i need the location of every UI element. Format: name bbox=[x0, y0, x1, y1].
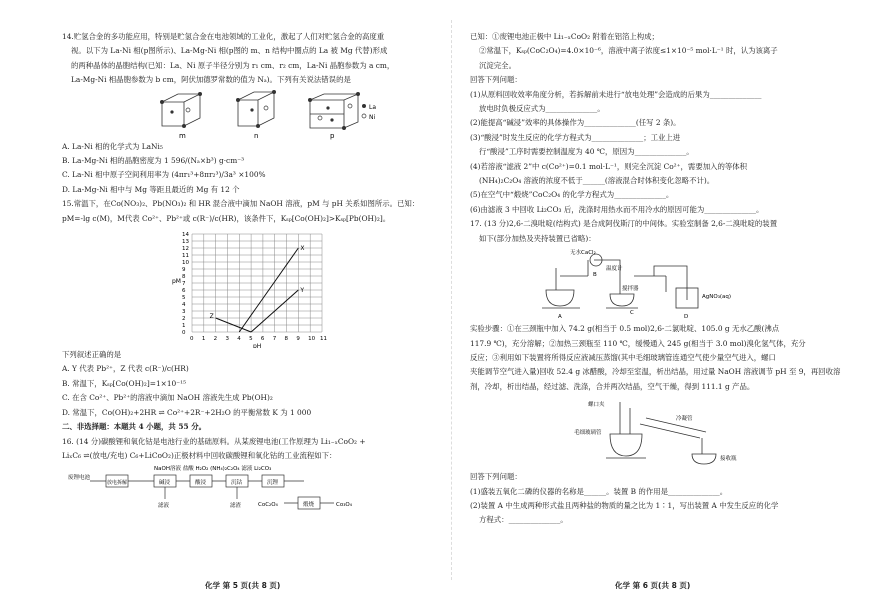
footer-page-6: 化学 第 6 页(共 8 页) bbox=[615, 581, 691, 590]
y-tick-label-8: 8 bbox=[182, 274, 186, 281]
known-1: 已知：①废锂电池正极中 Li₁₋ₓCoO₂ 附着在铝箔上构成； bbox=[470, 32, 659, 41]
fig-label-m: m bbox=[179, 131, 186, 140]
q15-line1: 15.常温下，在Co(NO₃)₂、Pb(NO₃)₂ 和 HR 混合液中滴加 NaOH 溶液，pM 与 pH 关系如图所示。已知： bbox=[62, 199, 420, 209]
x-tick-label-4: 4 bbox=[237, 336, 241, 343]
q17-answer-intro: 回答下列问题： bbox=[470, 472, 522, 482]
apparatus-agno3: AgNO₃(aq) bbox=[702, 294, 732, 301]
flow-box-lithium: 沉锂 bbox=[267, 480, 279, 487]
y-axis-label: pM bbox=[172, 278, 181, 286]
fig-label-p: p bbox=[330, 131, 335, 140]
q15-question: 下列叙述正确的是 bbox=[62, 350, 122, 360]
q15-option-a: A. Y 代表 Pb²⁺，Z 代表 c(R⁻)/c(HR) bbox=[62, 364, 189, 374]
flow-box-battery: 废锂电池 bbox=[68, 475, 91, 482]
crystal-structure-figure bbox=[62, 88, 432, 140]
q16-item-5: (5)在空气中“煅烧”CoC₂O₄ 的化学方程式为______________。 bbox=[470, 190, 674, 200]
apparatus-b: B bbox=[593, 272, 597, 279]
known-2: ②常温下，Kₛₚ(CoC₂O₄)=4.0×10⁻⁶，溶液中离子浓度≤1×10⁻⁵ mol·L⁻¹ 时，认为该离子 bbox=[479, 46, 778, 56]
apparatus-thermometer: 温度计 bbox=[606, 266, 623, 273]
flow-side-co3o4: Co₃O₄ bbox=[336, 502, 352, 509]
y-tick-label-10: 10 bbox=[182, 260, 189, 267]
q14-line4: La-Mg-Ni 相晶胞参数为 b cm，阿伏加德罗常数的值为 Nₐ)。下列有关说法错误的是 bbox=[71, 75, 351, 85]
legend-ni: Ni bbox=[369, 113, 376, 121]
y-tick-label-5: 5 bbox=[182, 295, 186, 302]
distill-clamp: 螺口夹 bbox=[588, 402, 605, 409]
distill-condenser: 冷凝管 bbox=[676, 416, 693, 423]
y-tick-label-13: 13 bbox=[182, 239, 189, 246]
flow-side-coc2o4: CoC₂O₄ bbox=[258, 502, 278, 509]
q16-answer-intro: 回答下列问题： bbox=[470, 75, 522, 85]
flow-box-cobalt: 沉钴 bbox=[231, 480, 243, 487]
apparatus-stirrer: 搅拌器 bbox=[622, 286, 639, 293]
y-tick-label-14: 14 bbox=[182, 232, 189, 239]
legend-la: La bbox=[369, 103, 377, 111]
apparatus-a: A bbox=[558, 314, 562, 321]
q17-step-4: 夹能调节空气进入量)回收 52.4 g 冰醋酸，冷却至室温，析出结晶，用过量 NaOH 溶液调节 pH 至 9，再回收溶 bbox=[470, 367, 841, 377]
flow-side-filtrate: 滤液 bbox=[158, 503, 170, 510]
x-tick-label-6: 6 bbox=[260, 336, 265, 343]
q17-item-2a: (2)装置 A 中生成两种形式盐且两种盐的物质的量之比为 1∶1，写出装置 A 中发生反应的化学 bbox=[470, 500, 779, 510]
q16-item-1a: (1)从原料回收效率角度分析，若拆解前未进行“放电处理”会造成的后果为______________ bbox=[470, 89, 762, 99]
flow-box-alkali: 碱浸 bbox=[159, 480, 171, 487]
x-tick-label-7: 7 bbox=[272, 336, 277, 343]
flow-box-calcine: 煅烧 bbox=[303, 502, 315, 509]
x-tick-label-10: 10 bbox=[308, 336, 316, 343]
q17-distillation-figure bbox=[470, 394, 840, 470]
q17-line1: 17. (13 分)2,6-二溴吡啶(结构式) 是合成阿伐斯汀的中间体。实验室制备 2,6-二溴吡啶的装置 bbox=[470, 219, 778, 229]
q16-flowchart bbox=[62, 463, 432, 515]
x-tick-label-8: 8 bbox=[284, 336, 289, 343]
q17-step-1: 实验步骤：①在三颈瓶中加入 74.2 g(相当于 0.5 mol)2,6-二氯吡啶、105.0 g 无水乙酸(沸点 bbox=[470, 324, 780, 334]
y-tick-label-7: 7 bbox=[182, 281, 186, 288]
apparatus-c: C bbox=[630, 310, 634, 317]
y-tick-label-11: 11 bbox=[182, 253, 189, 260]
flow-side-residue: 滤渣 bbox=[230, 503, 242, 510]
q14-line2: 视。以下为 La-Ni 相(p图所示)、La-Mg-Ni 相(p图的 m、n 结构中圈点的 La 被 Mg 代替)形成 bbox=[71, 46, 388, 56]
series-label-Y: Y bbox=[300, 287, 305, 295]
apparatus-cacl2: 无水CaCl₂ bbox=[570, 250, 596, 257]
footer-page-5: 化学 第 5 页(共 8 页) bbox=[205, 581, 281, 590]
right-column bbox=[470, 30, 840, 528]
series-label-Z: Z bbox=[209, 313, 214, 321]
x-axis-label: pH bbox=[253, 343, 262, 349]
q15-option-b: B. 常温下，Kₛₚ[Co(OH)₂]=1×10⁻¹⁵ bbox=[62, 378, 187, 388]
q14-line1: 14.贮氢合金的多功能应用，特别是贮氢合金在电池领域的工业化，激起了人们对贮氢合金的高度重 bbox=[62, 32, 385, 41]
q16-item-2: (2)能提高“碱浸”效率的具体操作为______________(任写 2 条)。 bbox=[470, 118, 681, 128]
q16-item-3b: 行“酸浸”工序时需要控制温度为 40 ℃，原因为______________。 bbox=[479, 147, 694, 157]
flow-reagents: NaOH溶液 盐酸 H₂O₂ (NH₄)₂C₂O₄ 滤液 Li₂CO₃ bbox=[154, 466, 272, 473]
x-tick-label-9: 9 bbox=[296, 336, 300, 343]
q16-line1: 16. (14 分)碳酸锂和氧化钴是电池行业的基础原料。从某废锂电池(工作原理为 Li₁₋ₓCoO₂ + bbox=[62, 436, 366, 446]
distill-capillary: 毛细玻璃管 bbox=[574, 430, 602, 437]
q17-apparatus-figure bbox=[470, 246, 840, 322]
q14-option-d: D. La-Mg-Ni 相中与 Mg 等距且最近的 Mg 有 12 个 bbox=[62, 184, 240, 194]
q15-option-c: C. 在含 Co²⁺、Pb²⁺的溶液中滴加 NaOH 溶液先生成 Pb(OH)₂ bbox=[62, 393, 273, 403]
q16-line2: LiₓC₆ ⇌(放电/充电) C₆+LiCoO₂)正极材料中回收碳酸锂和氧化钴的工业流程如下： bbox=[62, 450, 337, 460]
pm-ph-chart bbox=[62, 226, 432, 348]
x-tick-label-2: 2 bbox=[213, 336, 218, 343]
q16-item-3a: (3)“酸浸”时发生反应的化学方程式为______________；工业上进 bbox=[470, 132, 681, 142]
q17-item-1: (1)盛装五氧化二磷的仪器的名称是______。装置 B 的作用是______________。 bbox=[470, 486, 728, 496]
q14-line3: 的两种晶体的晶胞结构(已知：La、Ni 原子半径分别为 r₁ cm、r₂ cm，La-Ni 晶胞参数为 a cm， bbox=[71, 60, 395, 70]
q15-line2: pM=-lg c(M)，M代表 Co²⁺、Pb²⁺或 c(R⁻)/c(HR)，该条件下，Kₛₚ[Co(OH)₂]>Kₛₚ[Pb(OH)₂]。 bbox=[62, 213, 391, 223]
y-tick-label-0: 0 bbox=[182, 330, 186, 337]
q17-step-5: 剂，冷却，析出结晶，经过滤、洗涤，合并两次结晶，空气干燥，得到 111.1 g 产品。 bbox=[470, 381, 755, 391]
q14-option-c: C. La-Ni 相中原子空间利用率为 (4πr₁³+8πr₂³)/3a³ ×100% bbox=[62, 170, 266, 180]
y-tick-label-3: 3 bbox=[182, 309, 186, 316]
q14-option-a: A. La-Ni 相的化学式为 LaNi₅ bbox=[62, 141, 163, 151]
q17-item-2b: 方程式：______________。 bbox=[479, 515, 568, 525]
distill-receiver: 接收瓶 bbox=[720, 456, 737, 463]
q14-option-b: B. La-Mg-Ni 相的晶胞密度为 1 596/(Nₐ×b³) g·cm⁻³ bbox=[62, 156, 245, 166]
column-divider bbox=[451, 20, 452, 580]
q16-item-6: (6)由滤液 3 中回收 Li₂CO₃ 后，洗涤时用热水而不用冷水的原因可能为______________。 bbox=[470, 204, 764, 214]
q17-line2: 如下(部分加热及夹持装置已省略)： bbox=[479, 233, 596, 243]
y-tick-label-6: 6 bbox=[182, 288, 186, 295]
q17-step-3: 反应；③利用如下装置将所得反应液减压蒸馏(其中毛细玻璃管连通空气使少量空气进入，螺口 bbox=[470, 352, 776, 362]
y-tick-label-2: 2 bbox=[182, 316, 186, 323]
y-tick-label-12: 12 bbox=[182, 246, 189, 253]
q16-item-4b: (NH₄)₂C₂O₄ 溶液的浓度不低于______(溶液混合时体积变化忽略不计)。 bbox=[479, 176, 715, 186]
fig-label-n: n bbox=[254, 131, 259, 140]
y-tick-label-4: 4 bbox=[182, 302, 186, 309]
q17-step-2: 117.9 ℃)，充分溶解；②加热三颈瓶至 110 ℃，缓慢通入 245 g(相当于 3.0 mol)溴化氢气体，充分 bbox=[470, 338, 806, 348]
q15-option-d: D. 常温下，Co(OH)₂+2HR ⇌ Co²⁺+2R⁻+2H₂O 的平衡常数 K 为 1 000 bbox=[62, 407, 312, 417]
y-tick-label-1: 1 bbox=[182, 323, 186, 330]
y-tick-label-9: 9 bbox=[182, 267, 186, 274]
x-tick-label-3: 3 bbox=[225, 336, 229, 343]
known-3: 沉淀完全。 bbox=[479, 60, 516, 70]
series-label-X: X bbox=[300, 245, 305, 253]
flow-box-discharge: 放电拆解 bbox=[107, 480, 128, 487]
apparatus-d: D bbox=[684, 314, 689, 321]
left-column bbox=[62, 30, 432, 515]
section-two-heading: 二、非选择题：本题共 4 小题，共 55 分。 bbox=[62, 422, 206, 432]
q16-item-4a: (4)若溶液“滤液 2”中 c(Co²⁺)=0.1 mol·L⁻¹，则完全沉淀 Co²⁺，需要加入的等体积 bbox=[470, 161, 748, 171]
x-tick-label-0: 0 bbox=[190, 336, 194, 343]
x-tick-label-11: 11 bbox=[320, 336, 327, 343]
q16-item-1b: 放电时负极反应式为______________。 bbox=[479, 104, 605, 114]
flow-box-acid: 酸浸 bbox=[195, 480, 207, 487]
x-tick-label-5: 5 bbox=[249, 336, 253, 343]
x-tick-label-1: 1 bbox=[201, 336, 206, 343]
